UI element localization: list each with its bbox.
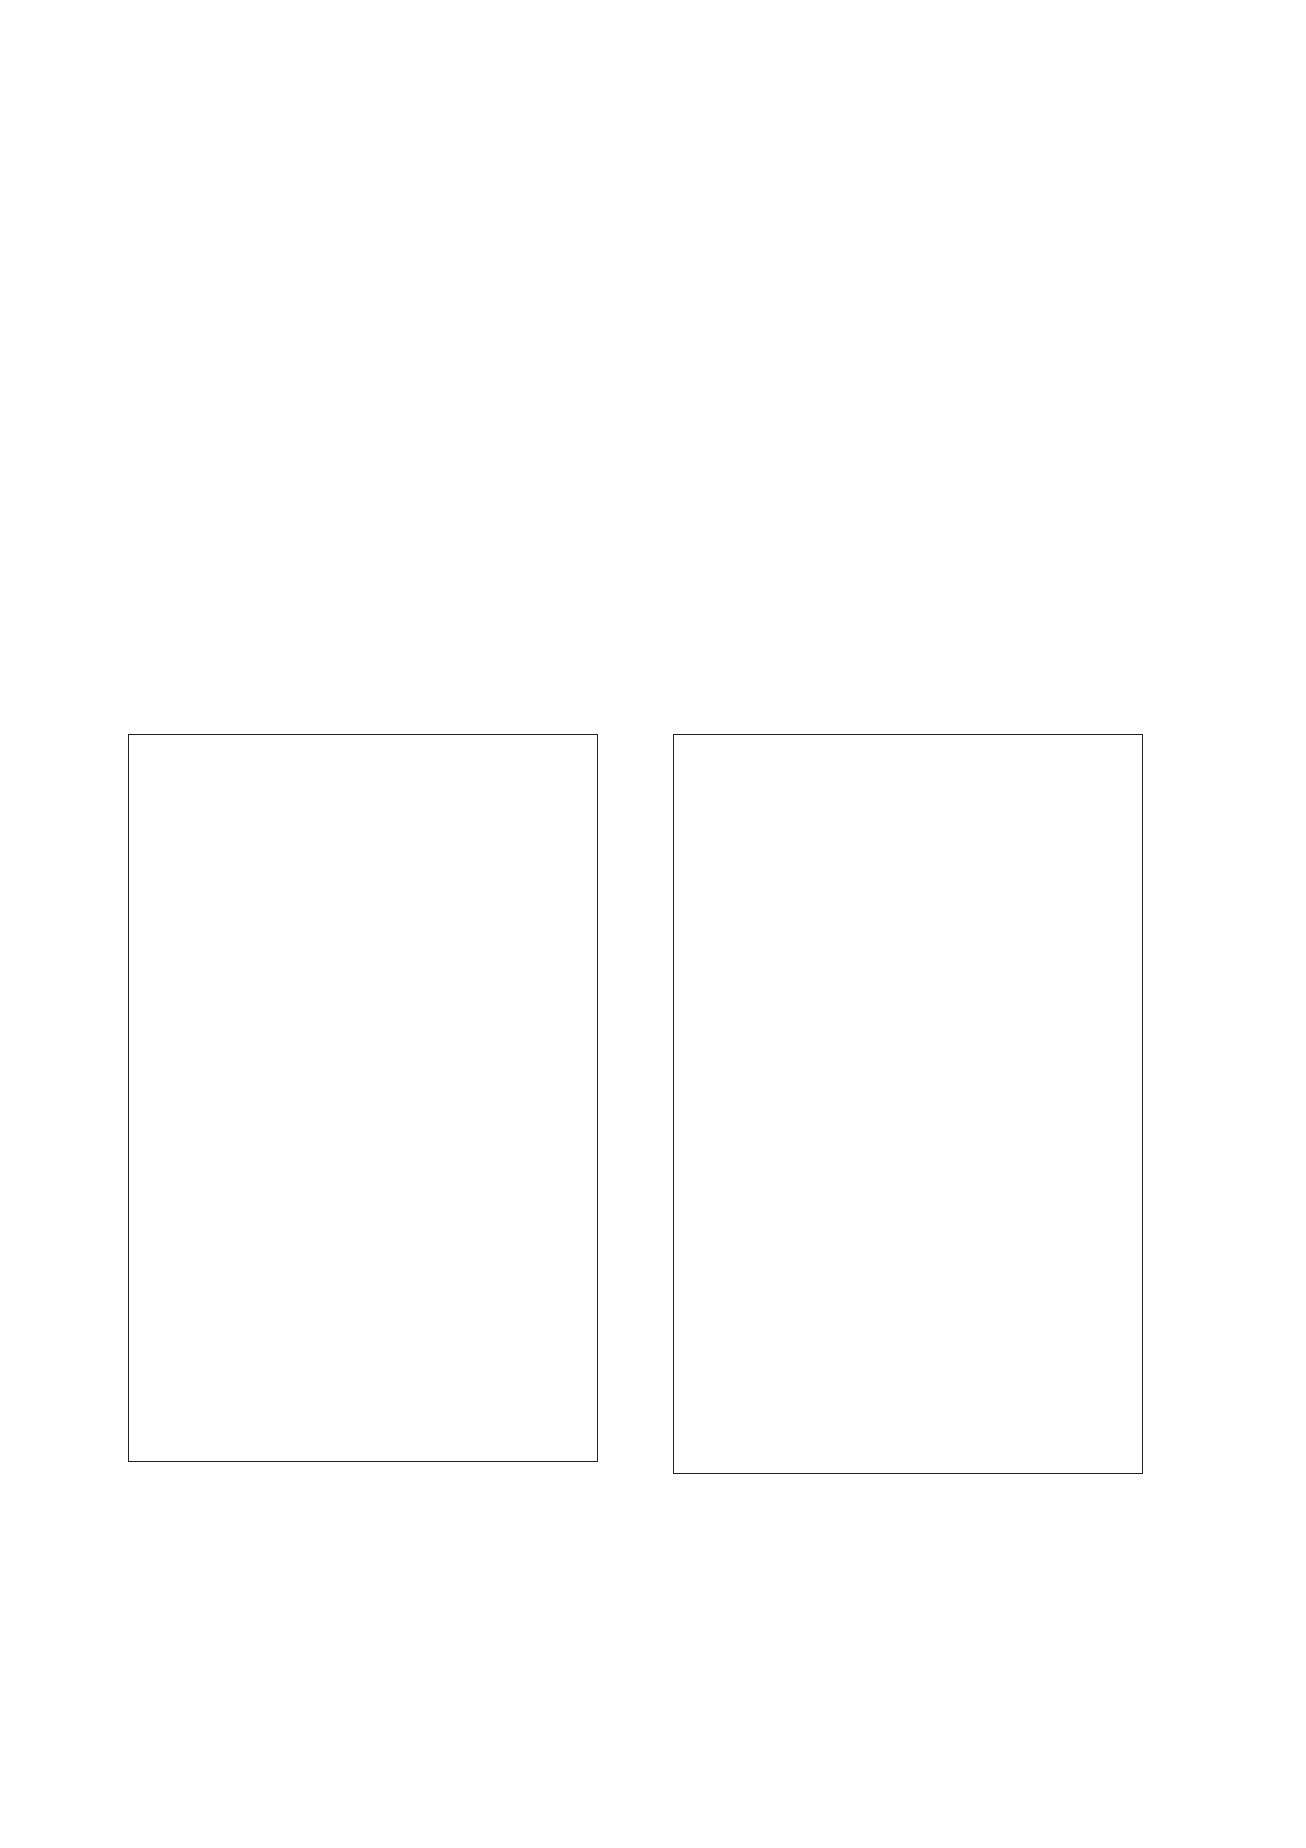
figure-frame xyxy=(673,734,1143,1474)
page-footer xyxy=(573,1724,583,1747)
figure-left-column xyxy=(128,690,598,694)
figure-right-column xyxy=(673,690,1143,694)
figure-frame xyxy=(128,734,598,1462)
figure-7 xyxy=(128,690,1178,1480)
right-text-column xyxy=(675,156,1177,170)
left-text-column xyxy=(128,153,630,167)
